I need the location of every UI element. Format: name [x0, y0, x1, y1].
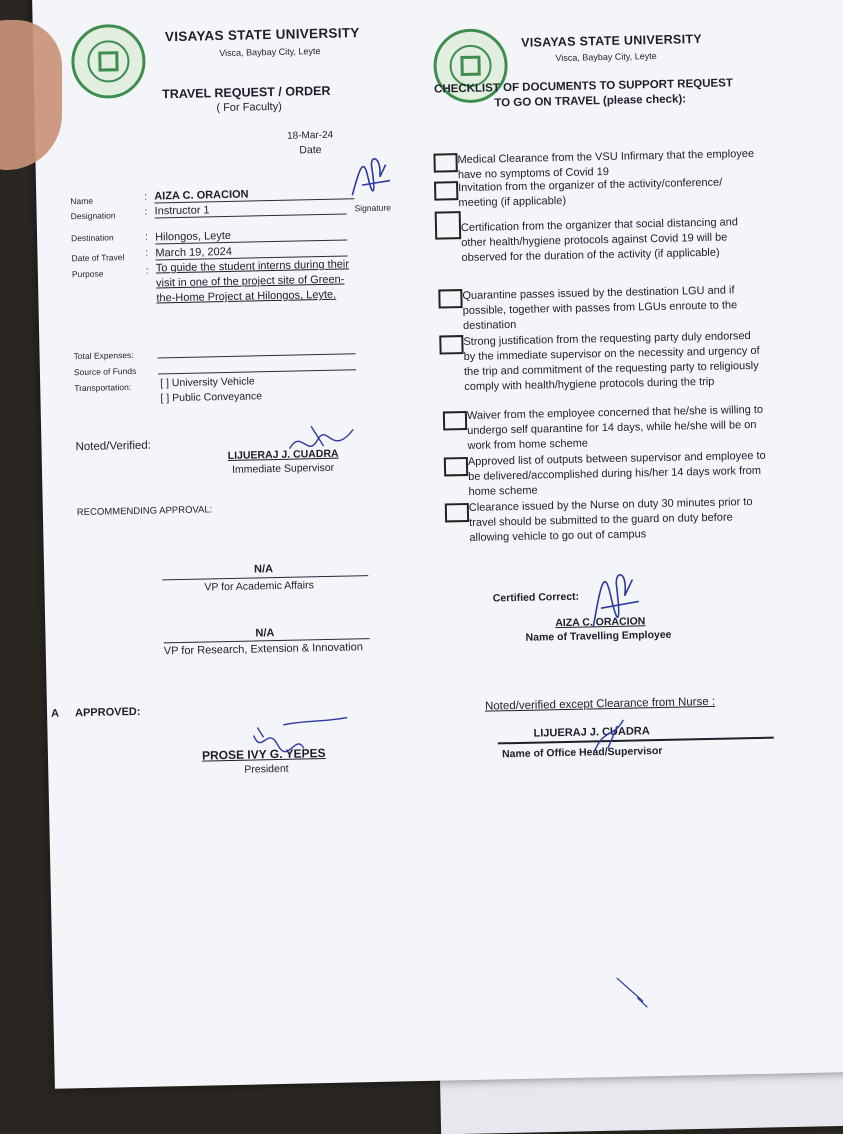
date-of-travel-label: Date of Travel	[71, 252, 125, 264]
employee-signature-icon	[580, 555, 652, 636]
travel-request-document	[32, 0, 843, 1089]
checkbox-waiver[interactable]	[443, 411, 467, 430]
checklist-item-quarantine-passes: Quarantine passes issued by the destination LGU and if possible, together with passes from LGUs enroute to the destination	[462, 284, 738, 333]
noted-verified-label: Noted/Verified:	[75, 439, 152, 454]
employee-title: Name of Travelling Employee	[525, 628, 672, 644]
checklist-title-line1: CHECKLIST OF DOCUMENTS TO SUPPORT REQUEST	[433, 77, 733, 96]
office-head-title: Name of Office Head/Supervisor	[501, 744, 663, 761]
university-name-right: VISAYAS STATE UNIVERSITY	[520, 31, 703, 50]
signature-label: Signature	[354, 202, 392, 214]
name-label: Name	[70, 195, 94, 207]
university-address-right: Visca, Baybay City, Leyte	[555, 50, 657, 64]
pen-mark-icon	[613, 971, 654, 1012]
date-label: Date	[299, 143, 322, 157]
purpose-label: Purpose	[71, 268, 104, 280]
office-head-signature-icon	[583, 707, 644, 758]
university-seal-left-icon	[71, 24, 147, 100]
president-title: President	[244, 762, 289, 776]
supervisor-name: LIJUERAJ J. CUADRA	[227, 447, 339, 463]
recommending-approval-label: RECOMMENDING APPROVAL:	[76, 504, 213, 519]
checklist-item-certification: Certification from the organizer that social distancing and other health/hygiene protocols against Covid 19 will be observed for the duration of the activity (if applicable)	[460, 216, 739, 265]
vp1-value: N/A	[253, 563, 274, 576]
vp1-title: VP for Academic Affairs	[204, 579, 314, 594]
transportation-label: Transportation:	[74, 382, 132, 394]
president-name: PROSE IVY G. YEPES	[201, 746, 326, 763]
checkbox-certification[interactable]	[435, 211, 462, 240]
checkbox-invitation[interactable]	[434, 181, 458, 200]
request-date: 18-Mar-24	[286, 129, 334, 142]
checklist-title-line2: TO GO ON TRAVEL (please check):	[494, 93, 687, 110]
destination-value: Hilongos, Leyte	[155, 227, 347, 244]
total-expenses-line	[158, 353, 356, 358]
approved-label: APPROVED:	[74, 705, 141, 720]
designation-value: Instructor 1	[154, 201, 346, 218]
destination-sep: :	[145, 231, 149, 243]
margin-mark: A	[50, 707, 60, 720]
checkbox-justification[interactable]	[439, 335, 463, 354]
checkbox-medical-clearance[interactable]	[433, 153, 457, 172]
checklist-item-approved-outputs: Approved list of outputs between supervisor and employee to be delivered/accomplished during his/her 14 days work from home scheme	[467, 449, 766, 498]
checklist-item-waiver: Waiver from the employee concerned that he/she is willing to undergo self quarantine for 14 days, while he/she will be on work from home scheme	[466, 403, 764, 452]
designation-label: Designation	[70, 210, 116, 222]
checklist-item-medical-clearance: Medical Clearance from the VSU Infirmary that the employee have no symptoms of Covid 19	[457, 147, 755, 182]
applicant-signature-icon	[341, 146, 402, 207]
form-subtitle: ( For Faculty)	[216, 100, 282, 115]
purpose-value: To guide the student interns during their visit in one of the project site of Green-the-Home Project at Hilongos, Leyte.	[155, 258, 350, 305]
name-value: AIZA C. ORACION	[154, 186, 354, 203]
checkbox-approved-outputs[interactable]	[444, 457, 468, 476]
vp2-title: VP for Research, Extension & Innovation	[163, 641, 364, 658]
purpose-sep: :	[145, 265, 149, 277]
university-name-left: VISAYAS STATE UNIVERSITY	[164, 25, 360, 45]
supervisor-signature-icon	[281, 417, 362, 469]
form-title: TRAVEL REQUEST / ORDER	[161, 83, 331, 102]
designation-sep: :	[144, 206, 148, 218]
total-expenses-label: Total Expenses:	[73, 349, 134, 362]
source-of-funds-line	[158, 369, 356, 374]
university-address-left: Visca, Baybay City, Leyte	[219, 45, 321, 59]
office-head-name: LIJUERAJ J. CUADRA	[533, 725, 650, 740]
vp2-value: N/A	[255, 627, 275, 640]
checklist-item-invitation: Invitation from the organizer of the activity/conference/ meeting (if applicable)	[458, 176, 723, 210]
source-of-funds-label: Source of Funds	[73, 365, 137, 378]
date-of-travel-value: March 19, 2024	[155, 243, 347, 260]
travel-date-sep: :	[145, 247, 149, 259]
checkbox-nurse-clearance[interactable]	[445, 503, 469, 522]
name-sep: :	[144, 191, 148, 203]
destination-label: Destination	[71, 232, 114, 244]
checklist-item-justification: Strong justification from the requesting party duly endorsed by the immediate supervisor on the necessity and urgency of the trip and commitment of the requesting party to religiously comply with health/hygiene protocols during the trip	[463, 330, 760, 394]
supervisor-title: Immediate Supervisor	[231, 461, 335, 476]
employee-name: AIZA C. ORACION	[555, 615, 646, 630]
transport-option-vehicle: [ ] University Vehicle	[160, 375, 255, 390]
noted-except-label: Noted/verified except Clearance from Nurse :	[484, 695, 716, 713]
transport-option-public: [ ] Public Conveyance	[160, 390, 263, 405]
checkbox-quarantine-passes[interactable]	[438, 289, 462, 308]
checklist-item-nurse-clearance: Clearance issued by the Nurse on duty 30 minutes prior to travel should be submitted to the guard on duty before allowing vehicle to go out of campus	[468, 496, 753, 544]
president-signature-icon	[243, 713, 354, 765]
certified-correct-label: Certified Correct:	[492, 590, 580, 605]
